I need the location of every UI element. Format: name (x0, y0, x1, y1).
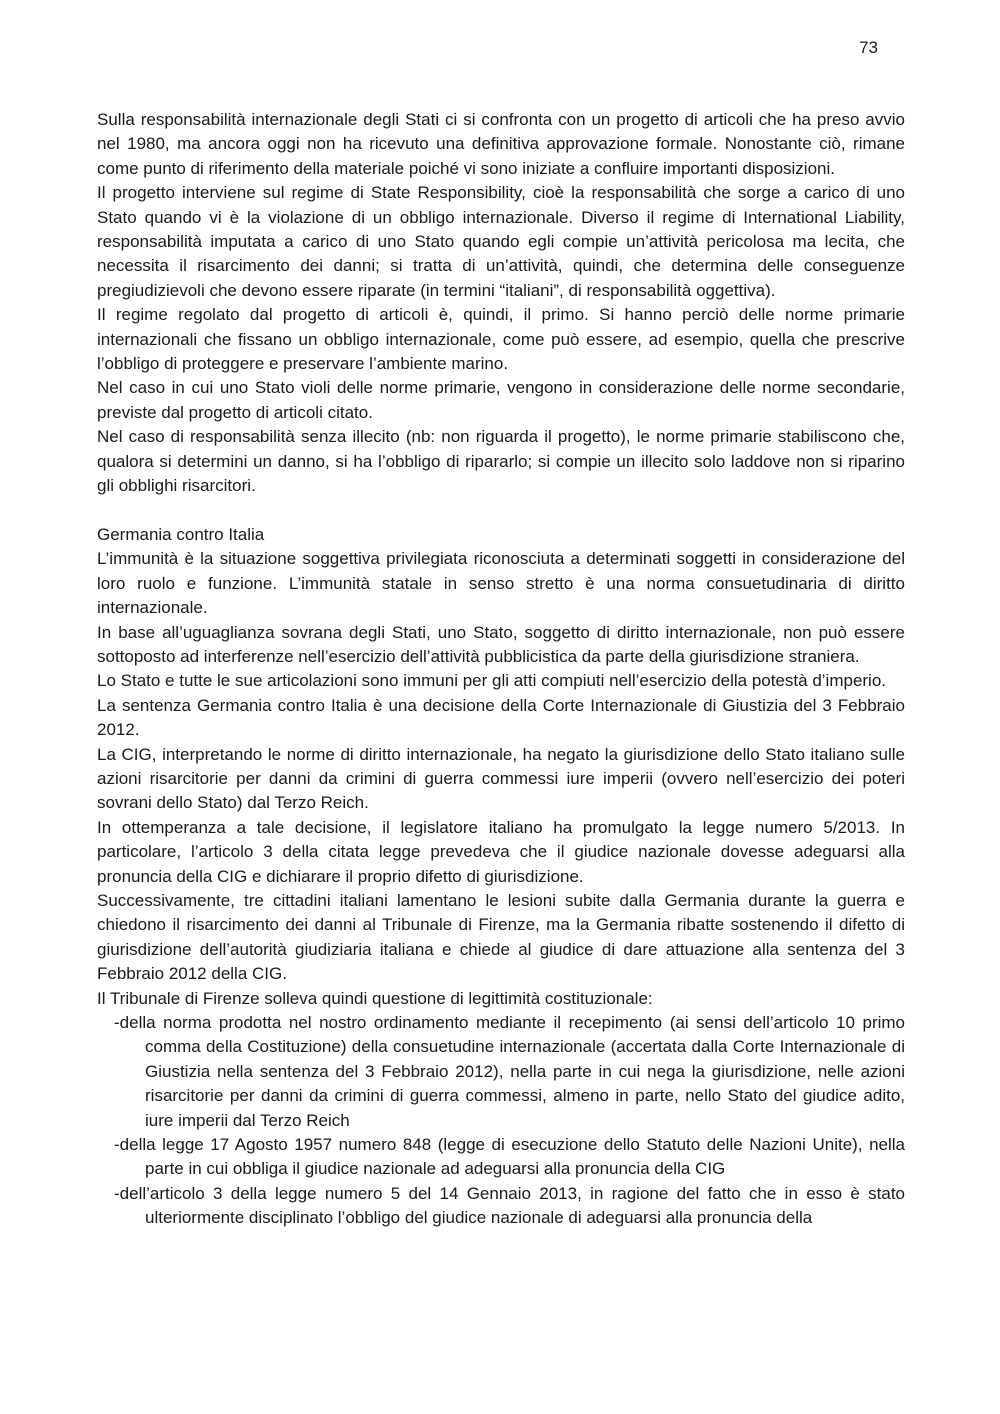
section-state-responsibility (97, 108, 905, 499)
paragraph: L’immunità è la situazione soggettiva privilegiata riconosciuta a determinati soggetti in considerazione del loro ruolo e funzione. L’immunità statale in senso stretto è una norma consuetudinaria di diritto internazionale. (97, 549, 905, 618)
paragraph: Sulla responsabilità internazionale degli Stati ci si confronta con un progetto di articoli che ha preso avvio nel 1980, ma ancora oggi non ha ricevuto una definitiva approvazione formale. Nonostante ciò, rimane come punto di riferimento della materiale poiché vi sono iniziate a confluire importanti disposizioni. (97, 110, 905, 178)
paragraph: Il progetto interviene sul regime di State Responsibility, cioè la responsabilità che sorge a carico di uno Stato quando vi è la violazione di un obbligo internazionale. Diverso il regime di International Liability, responsabilità imputata a carico di uno Stato quando egli compie un’attività pericolosa ma lecita, che necessita il risarcimento dei danni; si tratta di un’attività, quindi, che determina delle conseguenze pregiudizievoli che devono essere riparate (in termini “italiani”, di responsabilità oggettiva). (97, 183, 905, 300)
paragraph: Nel caso in cui uno Stato violi delle norme primarie, vengono in considerazione delle norme secondarie, previste dal progetto di articoli citato. (97, 378, 905, 422)
body-text (97, 108, 905, 1231)
paragraph: Successivamente, tre cittadini italiani lamentano le lesioni subite dalla Germania durante la guerra e chiedono il risarcimento dei danni al Tribunale di Firenze, ma la Germania ribatte sostenendo il difetto di giurisdizione dell’autorità giudiziaria italiana e chiede al giudice di dare attuazione alla sentenza del 3 Febbraio 2012 della CIG. (97, 890, 905, 984)
questions-list (97, 1011, 905, 1231)
page-number: 73 (859, 38, 878, 57)
paragraph: La sentenza Germania contro Italia è una decisione della Corte Internazionale di Giustizia del 3 Febbraio 2012. (97, 695, 905, 740)
list-item: -dell’articolo 3 della legge numero 5 del 14 Gennaio 2013, in ragione del fatto che in esso è stato ulteriormente disciplinato l’obbligo del giudice nazionale di adeguarsi alla pronuncia della (114, 1183, 905, 1228)
paragraph: La CIG, interpretando le norme di diritto internazionale, ha negato la giurisdizione dello Stato italiano sulle azioni risarcitorie per danni da crimini di guerra commessi iure imperii (ovvero nell’esercizio dei poteri sovrani dello Stato) dal Terzo Reich. (97, 744, 905, 813)
paragraph: Il Tribunale di Firenze solleva quindi questione di legittimità costituzionale: (97, 988, 653, 1008)
list-item: -della legge 17 Agosto 1957 numero 848 (legge di esecuzione dello Statuto delle Nazioni Unite), nella parte in cui obbliga il giudice nazionale ad adeguarsi alla pronuncia della CIG (114, 1135, 905, 1179)
paragraph: In ottemperanza a tale decisione, il legislatore italiano ha promulgato la legge numero 5/2013. In particolare, l’articolo 3 della citata legge prevedeva che il giudice nazionale dovesse adeguarsi alla pronuncia della CIG e dichiarare il proprio difetto di giurisdizione. (97, 817, 905, 886)
paragraph: Nel caso di responsabilità senza illecito (nb: non riguarda il progetto), le norme primarie stabiliscono che, qualora si determini un danno, si ha l’obbligo di ripararlo; si compie un illecito solo laddove non si riparino gli obblighi risarcitori. (97, 427, 905, 496)
list-item: -della norma prodotta nel nostro ordinamento mediante il recepimento (ai sensi dell’articolo 10 primo comma della Costituzione) della consuetudine internazionale (accertata dalla Corte Internazionale di Giustizia nella sentenza del 3 Febbraio 2012), nella parte in cui nega la giurisdizione, nelle azioni risarcitorie per danni da crimini di guerra commessi, almeno in parte, nello Stato del giudice adito, iure imperii dal Terzo Reich (114, 1013, 905, 1130)
paragraph: Lo Stato e tutte le sue articolazioni sono immuni per gli atti compiuti nell’esercizio della potestà d’imperio. (97, 671, 887, 691)
paragraph: Il regime regolato dal progetto di articoli è, quindi, il primo. Si hanno perciò delle norme primarie internazionali che fissano un obbligo internazionale, come può essere, ad esempio, quella che prescrive l’obbligo di proteggere e preservare l’ambiente marino. (97, 305, 905, 374)
section-spacer (97, 499, 905, 523)
paragraph: In base all’uguaglianza sovrana degli Stati, uno Stato, soggetto di diritto internazionale, non può essere sottoposto ad interferenze nell’esercizio dell’attività pubblicistica da parte della giurisdizione straniera. (97, 622, 905, 666)
section-germania-contro-italia (97, 523, 905, 1231)
section-heading: Germania contro Italia (97, 524, 265, 544)
